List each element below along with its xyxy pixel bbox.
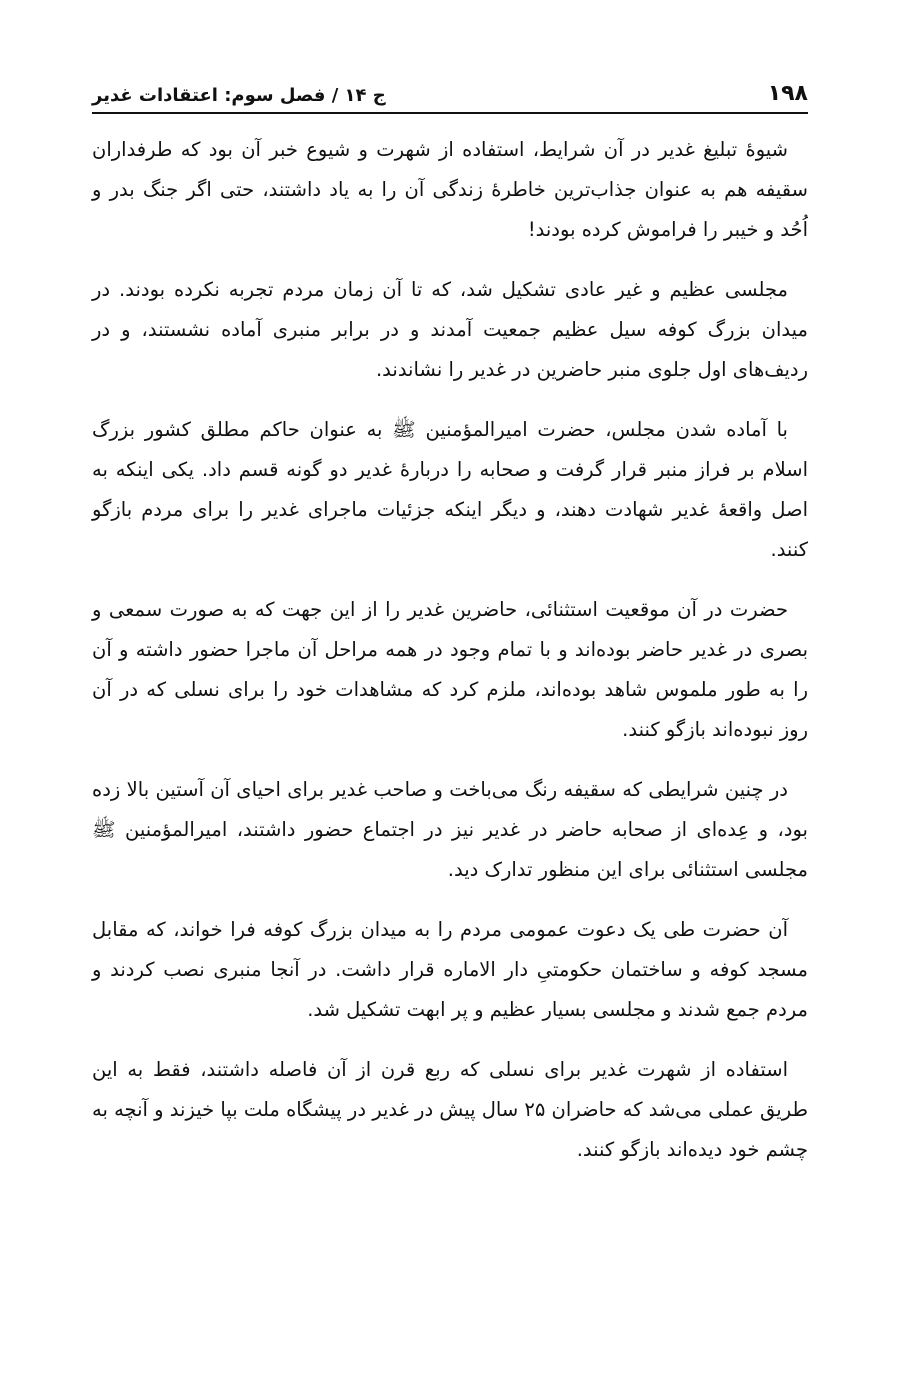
book-page [92, 62, 808, 1190]
running-title: ج ۱۴ / فصل سوم: اعتقادات غدیر [92, 85, 386, 106]
page-number: ۱۹۸ [767, 81, 808, 106]
paragraph-6: آن حضرت طی یک دعوت عمومی مردم را به میدان بزرگ کوفه فرا خواند، که مقابل مسجد کوفه و ساختمان حکومتیِ دار الاماره قرار داشت. در آنجا منبری نصب کردند و مردم جمع شدند و مجلسی بسیار عظیم و پر ابهت تشکیل شد. [92, 918, 808, 1021]
paragraph-7: استفاده از شهرت غدیر برای نسلی که ربع قرن از آن فاصله داشتند، فقط به این طریق عملی می‌شد که حاضران ۲۵ سال پیش در غدیر در پیشگاه ملت بپا خیزند و آنچه به چشم خود دیده‌اند بازگو کنند. [92, 1058, 808, 1161]
paragraph-3: با آماده شدن مجلس، حضرت امیرالمؤمنین ﷺ به عنوان حاکم مطلق کشور بزرگ اسلام بر فراز منبر قرار گرفت و صحابه را دربارۀ غدیر دو گونه قسم داد. یکی اینکه به اصل واقعۀ غدیر شهادت دهند، و دیگر اینکه جزئیات ماجرای غدیر را برای مردم بازگو کنند. [92, 418, 808, 561]
paragraph-1: شیوۀ تبلیغ غدیر در آن شرایط، استفاده از شهرت و شیوع خبر آن بود که طرفداران سقیفه هم به عنوان جذاب‌ترین خاطرۀ زندگی آن را به یاد داشتند، حتی اگر جنگ بدر و اُحُد و خیبر را فراموش کرده بودند! [92, 138, 808, 241]
body-text [92, 130, 808, 1170]
paragraph-4: حضرت در آن موقعیت استثنائی، حاضرین غدیر را از این جهت که به صورت سمعی و بصری در غدیر حاضر بوده‌اند و با تمام وجود در همه مراحل آن ماجرا حضور داشته و آن را به طور ملموس شاهد بوده‌اند، ملزم کرد که مشاهدات خود را برای نسلی که در آن روز نبوده‌اند بازگو کنند. [92, 598, 808, 741]
page-header [92, 62, 808, 114]
paragraph-5: در چنین شرایطی که سقیفه رنگ می‌باخت و صاحب غدیر برای احیای آن آستین بالا زده بود، و عِده‌ای از صحابه حاضر در غدیر نیز در اجتماع حضور داشتند، امیرالمؤمنین ﷺ مجلسی استثنائی برای این منظور تدارک دید. [92, 778, 808, 881]
paragraph-2: مجلسی عظیم و غیر عادی تشکیل شد، که تا آن زمان مردم تجربه نکرده بودند. در میدان بزرگ کوفه سیل عظیم جمعیت آمدند و در برابر منبری آماده نشستند، و در ردیف‌های اول جلوی منبر حاضرین در غدیر را نشاندند. [92, 278, 808, 381]
